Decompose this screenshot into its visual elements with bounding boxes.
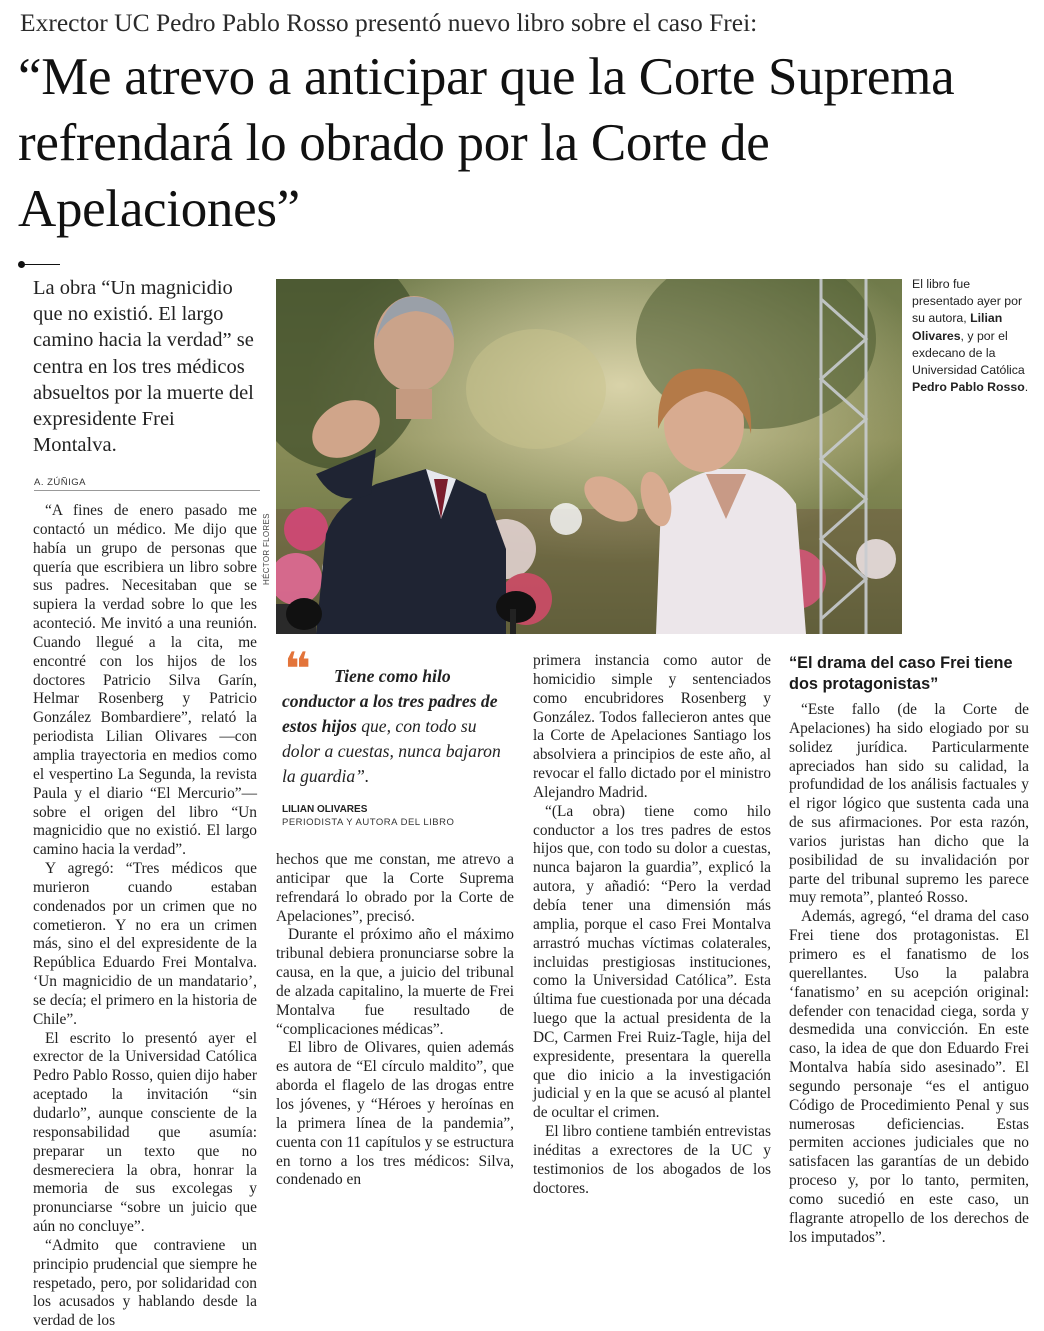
article-lead: La obra “Un magnicidio que no existió. El largo camino hacia la verdad” se centra en los tres médicos absueltos por la muerte del expresidente Frei Montalva. bbox=[33, 277, 254, 457]
pull-quote-bold: Tiene como hilo conductor a los tres padres de estos hijos bbox=[282, 666, 498, 736]
pull-quote-rest: que, con todo su dolor a cuestas, nunca bajaron la guardia”. bbox=[282, 715, 501, 786]
paragraph: Además, agregó, “el drama del caso Frei tiene dos protagonistas. El primero es el fanatismo de los querellantes. Uso la palabra ‘fanatismo’ en su acepción original: defender con tenacidad ciega, sorda y desmedida una convicción. En este caso, la idea de que don Eduardo Frei Montalva había sido asesinado”. El segundo personaje “es el antiguo Código de Procedimiento Penal y sus numerosas deficiencias. Estas permiten acciones judiciales que no satisfacen las garantías de un debido proceso y, por lo tanto, permiten, como sucedió en este caso, un flagrante atropello de los derechos de los imputados”. bbox=[789, 908, 1029, 1246]
caption-text-3: . bbox=[1024, 380, 1029, 395]
paragraph: Durante el próximo año el máximo tribunal debiera pronunciarse sobre la causa, en la que, a juicio del tribunal de alzada capitalino, la muerte de Frei Montalva fue resultado de “complicaciones médicas”. bbox=[276, 926, 514, 1038]
article-column-2 bbox=[276, 851, 514, 1190]
caption-name-rector: Pedro Pablo Rosso bbox=[912, 380, 1025, 395]
pull-quote-role: PERIODISTA Y AUTORA DEL LIBRO bbox=[282, 817, 455, 828]
paragraph: “A fines de enero pasado me contactó un médico. Me dijo que había un grupo de personas que quería que escribiera un libro sobre sus padres. Necesitaban que se supiera la verdad sobre lo que les aconteció. Me invitó a una reunión. Cuando llegué a la cita, me encontré con los hijos de los doctores Patricio Silva Garín, Helmar Rosenberg y Patricio González Bombardiere”, relató la periodista Lilian Olivares —con amplia trayectoria en medios como el vespertino La Segunda, la revista Paula y el diario “El Mercurio”— sobre el origen del libro “Un magnicidio que no existió. El largo camino hacia la verdad”. bbox=[33, 502, 257, 859]
caption-name-author: Lilian Olivares bbox=[912, 311, 1003, 343]
byline-divider bbox=[34, 490, 260, 491]
paragraph: El libro de Olivares, quien además es autora de “El círculo maldito”, que aborda el flagelo de las drogas entre los jóvenes, y “Héroes y heroínas en la primera línea de la pandemia”, cuenta con 11 capítulos y se estructura en torno a los tres médicos: Silva, condenado en bbox=[276, 1039, 514, 1189]
caption-text-1: El libro fue presentado ayer por su autora, bbox=[912, 277, 1023, 326]
paragraph: El escrito lo presentó ayer el exrector de la Universidad Católica Pedro Pablo Rosso, quien dijo haber aceptado la invitación “sin dudarlo”, aunque consciente de la responsabilidad que asumía: preparar un texto que no desmereciera la obra, honrar la memoria de sus excolegas y pronunciarse “sobre un juicio que aún no concluye”. bbox=[33, 1029, 257, 1236]
photo-caption bbox=[912, 276, 1034, 396]
paragraph: “(La obra) tiene como hilo conductor a los tres padres de estos hijos que, con todo su dolor a cuestas, nunca bajaron la guardia”, explicó la autora, y añadió: “Pero la verdad debía tener una dimensión más amplia, porque el caso Frei Montalva arrastró muchas víctimas colaterales, incluidas prestigiosas instituciones, como la Universidad Católica”. Esta última fue cuestionada por una década luego que la actual presidenta de la DC, Carmen Frei Ruiz-Tagle, hija del expresidente, presentara la querella que dio inicio a la investigación judicial y en la que se acusó al plantel de ocultar el crimen. bbox=[533, 802, 771, 1122]
photo-byline: A. ZÚÑIGA bbox=[34, 477, 87, 488]
paragraph: El libro contiene también entrevistas inéditas a exrectores de la UC y testimonios de los abogados de los doctores. bbox=[533, 1123, 771, 1197]
article-headline: “Me atrevo a anticipar que la Corte Suprema refrendará lo obrado por la Corte de Apelaciones” bbox=[18, 48, 955, 238]
paragraph: “Este fallo (de la Corte de Apelaciones) ha sido elogiado por su solidez jurídica. Particularmente apreciados han sido su calidad, la profundidad de los análisis factuales y el rigor lógico que sustenta cada una de sus afirmaciones. Por esta razón, varios juristas han dicho que la posibilidad de su invalidación por parte del tribunal supremo les parece muy remota”, planteó Rosso. bbox=[789, 701, 1029, 907]
article-column-1 bbox=[33, 502, 257, 1331]
pull-quote bbox=[282, 664, 510, 789]
caption-text-2: , y por el exdecano de la Universidad Católica bbox=[912, 328, 1025, 378]
pull-quote-author: LILIAN OLIVARES bbox=[282, 804, 368, 815]
article-column-3 bbox=[533, 652, 771, 1198]
article-photo bbox=[276, 279, 902, 634]
section-subhead: “El drama del caso Frei tiene dos protagonistas” bbox=[789, 654, 1013, 693]
article-kicker: Exrector UC Pedro Pablo Rosso presentó nuevo libro sobre el caso Frei: bbox=[20, 8, 758, 37]
paragraph: Y agregó: “Tres médicos que murieron cuando estaban condenados por un crimen que no cometieron. Y no era un crimen más, sino el del expresidente de la República Eduardo Frei Montalva. ‘Un magnicidio de un mandatario’, se decía; el primero en la historia de Chile”. bbox=[33, 860, 257, 1028]
paragraph: primera instancia como autor de homicidio simple y sentenciados como encubridores Rosenberg y González. Todos fallecieron antes que la Corte de Apelaciones Santiago los absolviera a principios de este año, al revocar el fallo dictado por el ministro Alejandro Madrid. bbox=[533, 652, 771, 801]
photo-two-people-applauding-icon bbox=[276, 279, 902, 634]
lead-rule bbox=[22, 264, 60, 265]
quote-mark-icon: ❝ bbox=[284, 643, 311, 695]
article-column-4 bbox=[789, 701, 1029, 1247]
photo-credit: HÉCTOR FLORES bbox=[262, 513, 271, 585]
paragraph: “Admito que contraviene un principio prudencial que siempre he respetado, pero, por solidaridad con los acusados y hablando desde la verdad de los bbox=[33, 1236, 257, 1330]
paragraph: hechos que me constan, me atrevo a anticipar que la Corte Suprema refrendará lo obrado por la Corte de Apelaciones”, precisó. bbox=[276, 851, 514, 925]
